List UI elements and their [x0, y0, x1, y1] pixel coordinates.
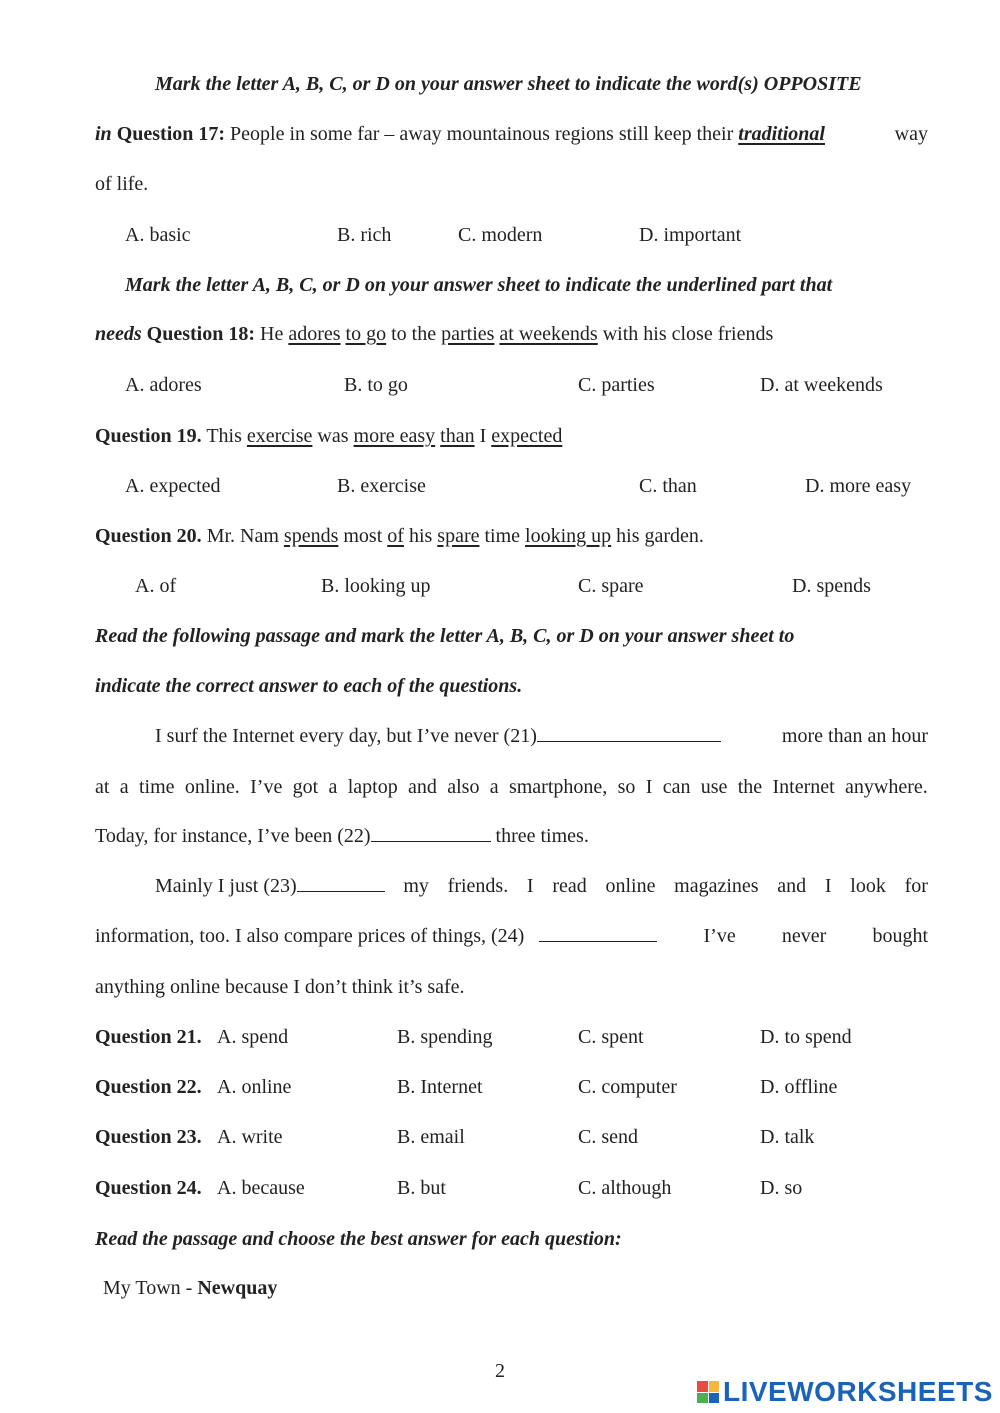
liveworksheets-logo-text: LIVEWORKSHEETS [723, 1376, 993, 1407]
instruction-underlined: Mark the letter A, B, C, or D on your answer sheet to indicate the underlined part that [125, 274, 833, 296]
q20-option-d[interactable]: D. spends [792, 575, 871, 597]
q20-option-c[interactable]: C. spare [578, 575, 644, 597]
question-17-text-after: way [894, 123, 928, 145]
question-17-underlined-word: traditional [738, 123, 825, 145]
passage-word: online. [184, 776, 240, 798]
q19-underlined-b: more easy [353, 425, 436, 447]
blank-24[interactable] [539, 923, 657, 942]
q18-option-a[interactable]: A. adores [125, 374, 202, 396]
q20-underlined-d: looking up [525, 525, 612, 547]
q22-option-d[interactable]: D. offline [760, 1076, 838, 1098]
passage-word: use [700, 776, 728, 798]
q22-option-a[interactable]: A. online [217, 1076, 292, 1098]
blank-21[interactable] [537, 723, 721, 742]
instruction-tail: in [95, 123, 112, 145]
question-17-line [95, 120, 928, 148]
q24-option-d[interactable]: D. so [760, 1177, 803, 1199]
passage-word: I’ve [703, 925, 736, 947]
passage-line-4 [155, 872, 928, 900]
question-20-label: Question 20. [95, 525, 202, 547]
q19-word: This [206, 425, 242, 447]
q19-option-c[interactable]: C. than [639, 475, 697, 497]
question-18-label: Question 18: [146, 323, 256, 345]
q20-word: his garden. [616, 525, 704, 547]
passage-word: can [662, 776, 691, 798]
q19-underlined-c: than [440, 425, 475, 447]
question-17-end: of life. [95, 173, 149, 195]
passage-text: Mainly I just (23) [155, 875, 297, 897]
passage-line-2 [95, 773, 928, 801]
q21-option-b[interactable]: B. spending [397, 1026, 493, 1048]
passage-word: I [645, 776, 653, 798]
question-22-label: Question 22. [95, 1076, 202, 1098]
q19-word: I [479, 425, 487, 447]
passage-line-3 [95, 822, 928, 850]
q24-option-c[interactable]: C. although [578, 1177, 672, 1199]
passage-word: read [552, 875, 587, 897]
passage-word: never [781, 925, 827, 947]
passage-word: my [403, 875, 429, 897]
question-17-label: Question 17: [116, 123, 226, 145]
passage-word: Internet [772, 776, 835, 798]
q23-option-a[interactable]: A. write [217, 1126, 283, 1148]
instruction-reading: Read the passage and choose the best answer for each question: [95, 1228, 622, 1250]
q23-option-c[interactable]: C. send [578, 1126, 638, 1148]
passage-word: for [904, 875, 928, 897]
question-21-label: Question 21. [95, 1026, 202, 1048]
q21-option-c[interactable]: C. spent [578, 1026, 644, 1048]
passage-word: a [489, 776, 499, 798]
q24-option-a[interactable]: A. because [217, 1177, 305, 1199]
q20-word: time [484, 525, 521, 547]
q23-option-d[interactable]: D. talk [760, 1126, 815, 1148]
passage-word: online [605, 875, 656, 897]
instruction-opposite: Mark the letter A, B, C, or D on your answer sheet to indicate the word(s) OPPOSITE [155, 73, 862, 95]
instruction-passage-1: Read the following passage and mark the letter A, B, C, or D on your answer sheet to [95, 625, 795, 647]
q20-word: his [408, 525, 433, 547]
q20-underlined-c: spare [437, 525, 480, 547]
q19-underlined-d: expected [491, 425, 563, 447]
passage-text: three times. [495, 825, 589, 847]
passage-word: I [526, 875, 534, 897]
q19-option-d[interactable]: D. more easy [805, 475, 912, 497]
q18-option-d[interactable]: D. at weekends [760, 374, 883, 396]
q18-word: with his close friends [602, 323, 774, 345]
question-19-label: Question 19. [95, 425, 202, 447]
passage-word: I [824, 875, 832, 897]
q20-option-a[interactable]: A. of [135, 575, 177, 597]
passage-text: I surf the Internet every day, but I’ve never (21) [155, 725, 537, 747]
passage-text: Today, for instance, I’ve been (22) [95, 825, 371, 847]
passage-word: time [138, 776, 175, 798]
passage-word: anywhere. [845, 776, 928, 798]
q21-option-a[interactable]: A. spend [217, 1026, 289, 1048]
q17-option-b[interactable]: B. rich [337, 224, 392, 246]
instruction-passage-2: indicate the correct answer to each of the questions. [95, 675, 523, 697]
q18-option-b[interactable]: B. to go [344, 374, 408, 396]
question-20-line [95, 522, 928, 550]
passage-word: and [408, 776, 437, 798]
passage-word: a [119, 776, 129, 798]
passage-title-prefix: My Town - [103, 1277, 193, 1299]
passage-text: more than an hour [781, 725, 928, 747]
question-18-line [95, 320, 928, 348]
passage-line-1 [155, 722, 928, 750]
passage-word: I’ve [250, 776, 283, 798]
q20-word: most [343, 525, 383, 547]
passage-word: magazines [674, 875, 759, 897]
q18-underlined-b: to go [345, 323, 387, 345]
q22-option-c[interactable]: C. computer [578, 1076, 677, 1098]
passage-word: smartphone, [508, 776, 608, 798]
passage-word: laptop [347, 776, 398, 798]
q18-option-c[interactable]: C. parties [578, 374, 655, 396]
passage-word: friends. [447, 875, 509, 897]
q20-underlined-a: spends [283, 525, 339, 547]
q17-option-a[interactable]: A. basic [125, 224, 191, 246]
passage-title [103, 1274, 928, 1302]
q17-option-d[interactable]: D. important [639, 224, 742, 246]
question-17-text: People in some far – away mountainous regions still keep their [230, 123, 734, 145]
liveworksheets-logo-icon [697, 1381, 719, 1403]
passage-word: at [95, 776, 110, 798]
q19-word: was [317, 425, 349, 447]
q24-option-b[interactable]: B. but [397, 1177, 446, 1199]
passage-word: a [328, 776, 338, 798]
passage-word: so [617, 776, 636, 798]
q19-option-b[interactable]: B. exercise [337, 475, 426, 497]
passage-line-6: anything online because I don’t think it’s safe. [95, 976, 465, 998]
passage-word: look [850, 875, 886, 897]
q18-underlined-c: parties [441, 323, 495, 345]
liveworksheets-logo[interactable] [697, 1377, 993, 1407]
passage-text: information, too. I also compare prices of things, (24) [95, 925, 525, 947]
q19-option-a[interactable]: A. expected [125, 475, 221, 497]
page-number: 2 [495, 1360, 505, 1382]
q20-word: Mr. Nam [206, 525, 279, 547]
passage-title-town: Newquay [197, 1277, 278, 1299]
instruction-tail: needs [95, 323, 142, 345]
passage-line-5 [95, 922, 928, 950]
blank-22[interactable] [371, 823, 491, 842]
q18-word: to the [391, 323, 437, 345]
passage-word: got [292, 776, 319, 798]
q23-option-b[interactable]: B. email [397, 1126, 465, 1148]
question-24-label: Question 24. [95, 1177, 202, 1199]
question-19-line [95, 422, 928, 450]
q17-option-c[interactable]: C. modern [458, 224, 543, 246]
blank-23[interactable] [297, 873, 385, 892]
question-23-label: Question 23. [95, 1126, 202, 1148]
q22-option-b[interactable]: B. Internet [397, 1076, 483, 1098]
q18-underlined-d: at weekends [499, 323, 598, 345]
q19-underlined-a: exercise [246, 425, 313, 447]
q21-option-d[interactable]: D. to spend [760, 1026, 852, 1048]
passage-word: bought [872, 925, 928, 947]
passage-word: also [447, 776, 480, 798]
q18-underlined-a: adores [288, 323, 341, 345]
q18-word: He [260, 323, 284, 345]
passage-word: and [777, 875, 807, 897]
passage-word: the [737, 776, 763, 798]
q20-option-b[interactable]: B. looking up [321, 575, 431, 597]
q20-underlined-b: of [387, 525, 404, 547]
